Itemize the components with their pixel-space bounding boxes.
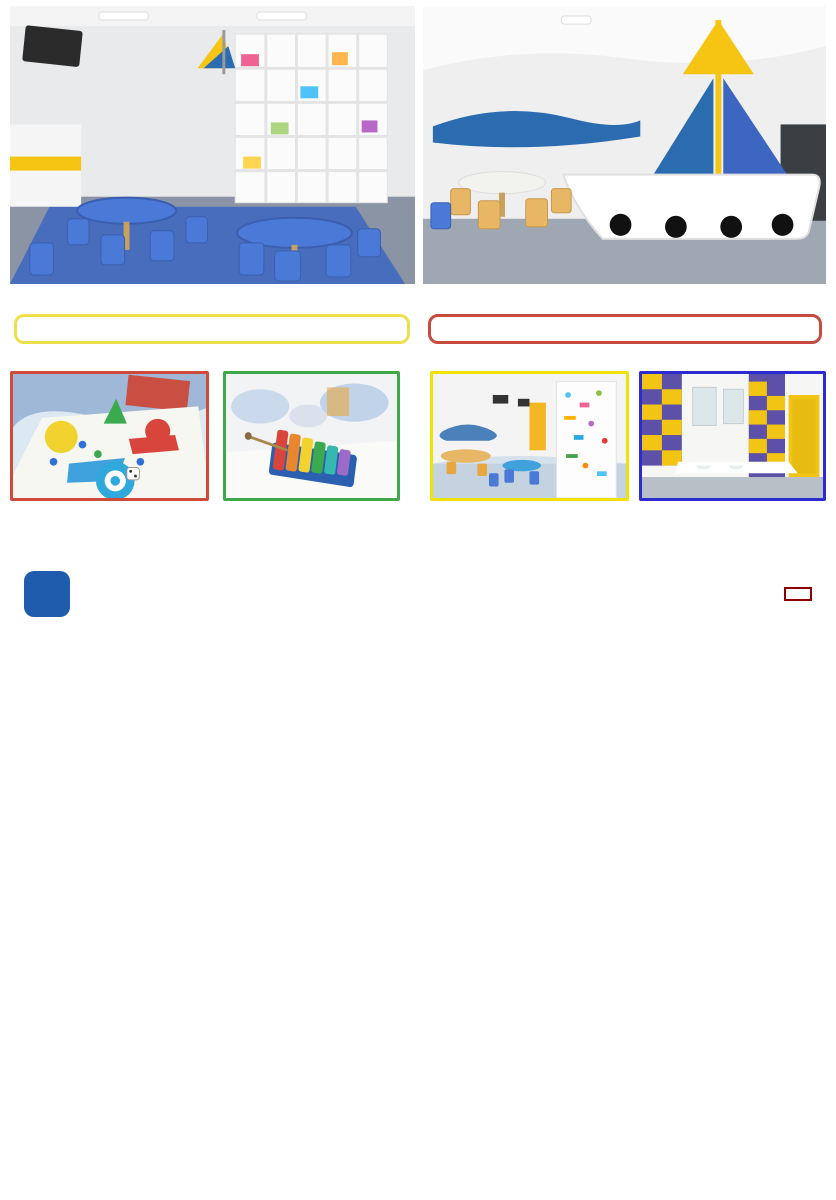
- photo-playroom-whiteboard: [430, 371, 629, 501]
- hero-photo-playroom: [10, 6, 415, 284]
- description-box: [14, 314, 410, 344]
- hero-photo-boat-room: [423, 6, 826, 284]
- photo-bathroom: [639, 371, 826, 501]
- date-range-badge: [784, 587, 812, 601]
- pickup-box: [428, 314, 822, 344]
- schedule-section: [8, 551, 824, 1120]
- section-top-bar: [8, 551, 824, 559]
- photo-xylophone: [223, 371, 400, 501]
- photo-strip: [0, 371, 836, 501]
- boat-room-photo-illustration: [423, 6, 826, 284]
- info-icon: [24, 571, 70, 617]
- schedule-grid: [8, 629, 824, 1108]
- info-boxes: [0, 314, 836, 344]
- playroom-photo-illustration: [10, 6, 415, 284]
- schedule-header: [8, 559, 824, 629]
- hero-photos: [0, 0, 836, 284]
- photo-board-game: [10, 371, 209, 501]
- section-bottom-bar: [8, 1108, 824, 1116]
